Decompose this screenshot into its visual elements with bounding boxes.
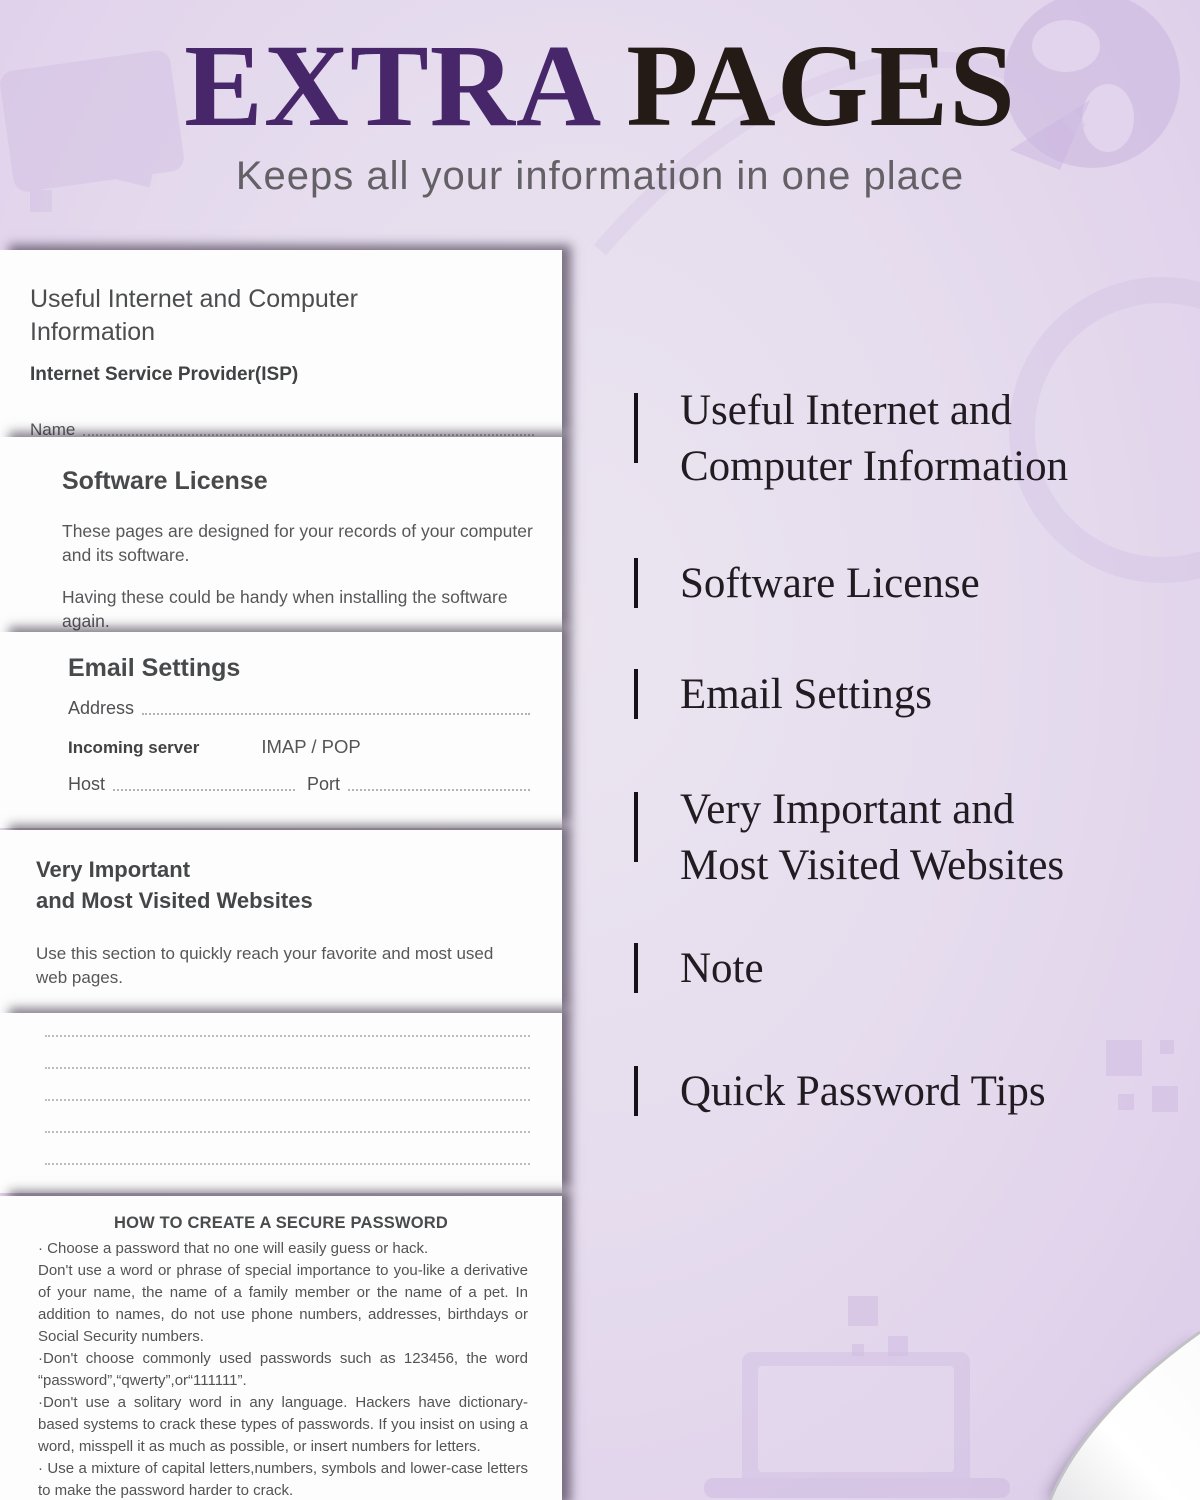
title-word-extra: EXTRA xyxy=(184,20,596,151)
card-internet-info xyxy=(0,250,562,437)
password-tips-heading: HOW TO CREATE A SECURE PASSWORD xyxy=(113,1214,449,1232)
important-websites-title-line1: Very Important xyxy=(36,857,191,882)
port-field-label: Port xyxy=(307,774,341,794)
address-field-row xyxy=(68,698,532,719)
toc-divider-bar xyxy=(634,393,638,463)
host-field-label: Host xyxy=(68,774,106,794)
dotted-writing-line xyxy=(45,1131,530,1133)
incoming-server-label: Incoming server xyxy=(68,738,200,757)
page-title xyxy=(0,20,1200,151)
toc-divider-bar xyxy=(634,558,638,608)
toc-divider-bar xyxy=(634,1066,638,1116)
incoming-server-row xyxy=(68,736,361,758)
page-curl-decoration xyxy=(980,1320,1200,1500)
name-field-row xyxy=(30,420,536,437)
toc-item-important-websites xyxy=(634,782,1064,894)
software-license-title: Software License xyxy=(62,467,268,495)
toc-divider-bar xyxy=(634,792,638,862)
toc-item-quick-password-tips xyxy=(634,1064,1046,1120)
header xyxy=(0,20,1200,199)
important-websites-paragraph: Use this section to quickly reach your favorite and most used web pages. xyxy=(36,944,494,987)
password-tip: ·Don't use a solitary word in any language. Hackers have dictionary-based systems to crack these types of passwords. If you insist on using a word, misspell it as much as possible, or insert numbers for letters. xyxy=(38,1394,528,1455)
toc-label: Note xyxy=(680,945,764,992)
toc-label: Software License xyxy=(680,560,980,607)
toc-label: Computer Information xyxy=(680,443,1069,490)
dotted-writing-line xyxy=(83,420,534,436)
email-settings-title: Email Settings xyxy=(68,654,241,682)
toc-item-software-license xyxy=(634,556,980,612)
toc-label: Useful Internet and xyxy=(680,387,1012,434)
dotted-writing-line xyxy=(45,1099,530,1101)
tagline: Keeps all your information in one place xyxy=(235,154,965,198)
card-blank-lines xyxy=(0,1013,562,1193)
address-field-label: Address xyxy=(68,698,135,718)
password-tip: Don't use a word or phrase of special importance to you-like a derivative of your name, the name of a family member or the name of a pet. In addition to names, do not use phone numbers, addresses, birthdays or Social Security numbers. xyxy=(38,1262,528,1345)
card-important-websites xyxy=(0,830,562,1013)
software-license-paragraph-2: Having these could be handy when installing the software again. xyxy=(62,587,508,631)
toc-item-useful-internet xyxy=(634,383,1068,495)
toc-label: Very Important and xyxy=(680,786,1015,833)
laptop-decoration-icon xyxy=(704,1352,1010,1498)
password-tip: ·Don't choose commonly used passwords such as 123456, the word “password”,“qwerty”,or“111111”. xyxy=(38,1350,528,1389)
dotted-writing-line xyxy=(45,1035,530,1037)
dotted-writing-line xyxy=(45,1067,530,1069)
dotted-writing-line xyxy=(45,1163,530,1165)
password-tip: · Choose a password that no one will easily guess or hack. xyxy=(38,1240,429,1257)
software-license-paragraph-1: These pages are designed for your records of your computer and its software. xyxy=(62,521,533,565)
toc-item-email-settings xyxy=(634,667,932,723)
toc-divider-bar xyxy=(634,943,638,993)
isp-subheading: Internet Service Provider(ISP) xyxy=(30,364,299,385)
toc-label: Quick Password Tips xyxy=(680,1068,1046,1115)
important-websites-title xyxy=(36,854,313,916)
host-port-row xyxy=(68,774,532,795)
toc-divider-bar xyxy=(634,669,638,719)
incoming-server-options: IMAP / POP xyxy=(261,736,361,757)
name-field-label: Name xyxy=(30,420,76,437)
title-word-pages: PAGES xyxy=(626,20,1016,151)
dotted-writing-line xyxy=(142,713,530,715)
card-email-settings xyxy=(0,632,562,828)
toc-label: Most Visited Websites xyxy=(680,842,1065,889)
important-websites-title-line2: and Most Visited Websites xyxy=(36,888,313,913)
toc-label: Email Settings xyxy=(680,671,933,718)
dotted-writing-line xyxy=(113,789,295,791)
card-password-tips xyxy=(0,1196,562,1500)
card-internet-info-title: Useful Internet and Computer Information xyxy=(30,285,358,346)
dotted-writing-line xyxy=(348,789,530,791)
password-tip: · Use a mixture of capital letters,numbers, symbols and lower-case letters to make the password harder to crack. xyxy=(38,1460,528,1499)
card-software-license xyxy=(0,437,562,632)
toc-item-note xyxy=(634,941,764,997)
password-tips-body xyxy=(38,1238,528,1500)
